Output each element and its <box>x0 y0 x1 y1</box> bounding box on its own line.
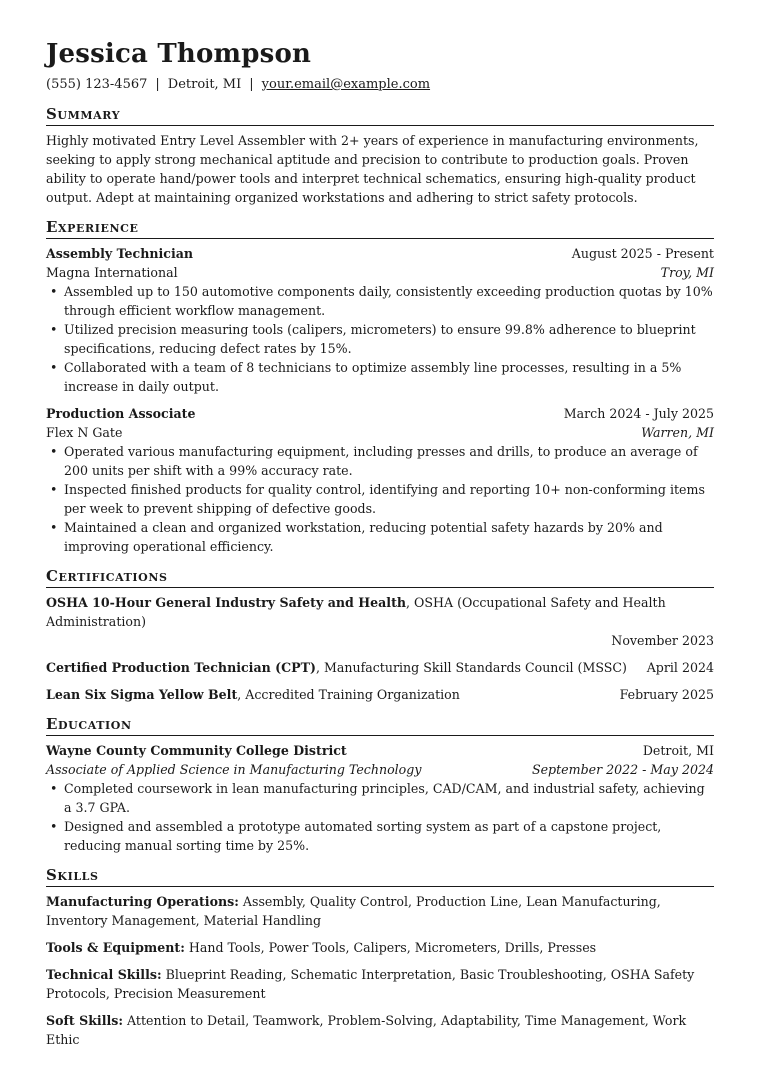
section-title-experience: Experience <box>46 217 714 239</box>
section-title-education: Education <box>46 714 714 736</box>
job-role: Assembly Technician <box>46 246 194 261</box>
education-section <box>46 714 714 855</box>
certification-date: April 2024 <box>646 660 714 675</box>
job-entry <box>46 404 714 556</box>
experience-section <box>46 217 714 556</box>
skill-value: Hand Tools, Power Tools, Calipers, Micrometers, Drills, Presses <box>184 940 597 955</box>
candidate-name: Jessica Thompson <box>46 39 312 69</box>
certification-name: OSHA 10-Hour General Industry Safety and Health <box>46 595 407 610</box>
skill-label: Technical Skills: <box>46 967 162 982</box>
skills-section <box>46 865 714 1049</box>
job-entry <box>46 244 714 396</box>
school-location: Detroit, MI <box>642 743 714 758</box>
job-company: Flex N Gate <box>46 425 123 440</box>
skill-value: Attention to Detail, Teamwork, Problem-Solving, Adaptability, Time Management, Work Ethic <box>46 1013 687 1047</box>
certification-issuer: , Manufacturing Skill Standards Council (MSSC) <box>315 660 627 675</box>
skill-value: Assembly, Quality Control, Production Line, Lean Manufacturing, Inventory Management, Material Handling <box>46 894 661 928</box>
skill-label: Soft Skills: <box>46 1013 124 1028</box>
job-bullets <box>46 282 714 396</box>
bullet-item: • Assembled up to 150 automotive components daily, consistently exceeding production quotas by 10% through efficient workflow management. <box>64 282 714 320</box>
school-name: Wayne County Community College District <box>46 743 347 758</box>
certification-name: Lean Six Sigma Yellow Belt <box>46 687 238 702</box>
certification-entry <box>46 685 714 704</box>
certification-issuer: , Accredited Training Organization <box>237 687 460 702</box>
skill-line <box>46 892 714 930</box>
certification-entry <box>46 593 714 650</box>
certification-date: November 2023 <box>611 633 714 648</box>
email-link[interactable]: your.email@example.com <box>261 77 431 92</box>
contact-separator: | <box>249 77 254 92</box>
certifications-section <box>46 566 714 704</box>
section-title-summary: Summary <box>46 104 714 126</box>
skill-line <box>46 965 714 1003</box>
bullet-item: • Operated various manufacturing equipment, including presses and drills, to produce an average of 200 units per shift with a 99% accuracy rate. <box>64 442 714 480</box>
degree-name: Associate of Applied Science in Manufacturing Technology <box>46 762 422 777</box>
contact-separator: | <box>155 77 160 92</box>
bullet-item: • Completed coursework in lean manufacturing principles, CAD/CAM, and industrial safety, achieving a 3.7 GPA. <box>64 779 714 817</box>
phone-number: (555) 123-4567 <box>46 77 148 92</box>
job-company: Magna International <box>46 265 178 280</box>
job-dates: August 2025 - Present <box>571 246 714 261</box>
location: Detroit, MI <box>167 77 242 92</box>
certification-name: Certified Production Technician (CPT) <box>46 660 316 675</box>
skill-line <box>46 1011 714 1049</box>
bullet-item: • Designed and assembled a prototype automated sorting system as part of a capstone project, reducing manual sorting time by 25%. <box>64 817 714 855</box>
education-dates: September 2022 - May 2024 <box>531 762 714 777</box>
summary-section <box>46 104 714 207</box>
summary-text: Highly motivated Entry Level Assembler with 2+ years of experience in manufacturing environments, seeking to apply strong mechanical aptitude and precision to contribute to production goals. Proven ability to operate hand/power tools and interpret technical schematics, ensuring high-quality product output. Adept at maintaining organized workstations and adhering to strict safety protocols. <box>46 133 699 205</box>
bullet-item: • Utilized precision measuring tools (calipers, micrometers) to ensure 99.8% adherence to blueprint specifications, reducing defect rates by 15%. <box>64 320 714 358</box>
job-location: Warren, MI <box>641 425 714 440</box>
bullet-item: • Collaborated with a team of 8 technicians to optimize assembly line processes, resulting in a 5% increase in daily output. <box>64 358 714 396</box>
skill-value: Blueprint Reading, Schematic Interpretation, Basic Troubleshooting, OSHA Safety Protocols, Precision Measurement <box>46 967 695 1001</box>
certification-date: February 2025 <box>619 687 714 702</box>
job-role: Production Associate <box>46 406 196 421</box>
certification-issuer: , OSHA (Occupational Safety and Health Administration) <box>46 595 666 629</box>
skill-label: Manufacturing Operations: <box>46 894 239 909</box>
bullet-item: • Inspected finished products for quality control, identifying and reporting 10+ non-conforming items per week to prevent shipping of defective goods. <box>64 480 714 518</box>
skill-label: Tools & Equipment: <box>46 940 185 955</box>
bullet-item: • Maintained a clean and organized workstation, reducing potential safety hazards by 20% and improving operational efficiency. <box>64 518 714 556</box>
section-title-certifications: Certifications <box>46 566 714 588</box>
education-bullets <box>46 779 714 855</box>
section-title-skills: Skills <box>46 865 714 887</box>
contact-line <box>46 76 714 94</box>
certification-entry <box>46 658 714 677</box>
job-location: Troy, MI <box>660 265 714 280</box>
skill-line <box>46 938 714 957</box>
job-bullets <box>46 442 714 556</box>
job-dates: March 2024 - July 2025 <box>563 406 714 421</box>
